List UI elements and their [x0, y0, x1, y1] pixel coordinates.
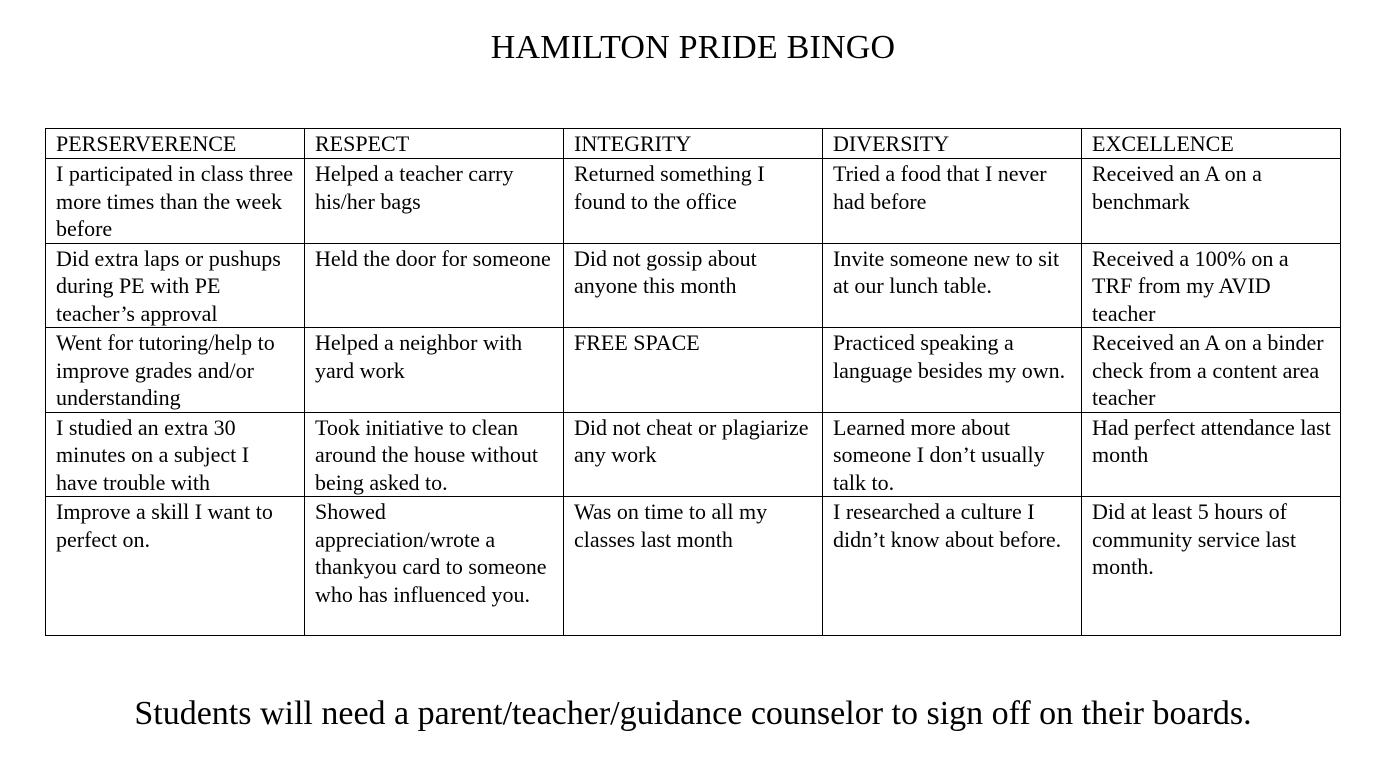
- bingo-cell: Did not gossip about anyone this month: [564, 243, 823, 328]
- bingo-cell: Helped a neighbor with yard work: [305, 328, 564, 413]
- bingo-cell: Practiced speaking a language besides my own.: [823, 328, 1082, 413]
- column-header-integrity: INTEGRITY: [564, 129, 823, 159]
- bingo-row: [46, 497, 1341, 636]
- column-header-perserverence: PERSERVERENCE: [46, 129, 305, 159]
- bingo-cell: Did extra laps or pushups during PE with PE teacher’s approval: [46, 243, 305, 328]
- bingo-board: [45, 128, 1341, 636]
- bingo-cell: Invite someone new to sit at our lunch table.: [823, 243, 1082, 328]
- bingo-row: [46, 328, 1341, 413]
- bingo-cell: Had perfect attendance last month: [1082, 412, 1341, 497]
- bingo-cell: Received an A on a binder check from a content area teacher: [1082, 328, 1341, 413]
- bingo-cell: Went for tutoring/help to improve grades and/or understanding: [46, 328, 305, 413]
- bingo-cell: Tried a food that I never had before: [823, 159, 1082, 244]
- bingo-cell: I studied an extra 30 minutes on a subject I have trouble with: [46, 412, 305, 497]
- bingo-cell: Held the door for someone: [305, 243, 564, 328]
- column-header-diversity: DIVERSITY: [823, 129, 1082, 159]
- bingo-cell: Helped a teacher carry his/her bags: [305, 159, 564, 244]
- sign-off-note: Students will need a parent/teacher/guidance counselor to sign off on their boards.: [134, 695, 1252, 732]
- bingo-row: [46, 159, 1341, 244]
- bingo-cell: Did at least 5 hours of community service last month.: [1082, 497, 1341, 636]
- bingo-row: [46, 243, 1341, 328]
- bingo-row: [46, 412, 1341, 497]
- bingo-cell: Received a 100% on a TRF from my AVID teacher: [1082, 243, 1341, 328]
- column-header-excellence: EXCELLENCE: [1082, 129, 1341, 159]
- bingo-cell: I participated in class three more times than the week before: [46, 159, 305, 244]
- column-header-respect: RESPECT: [305, 129, 564, 159]
- bingo-cell: Did not cheat or plagiarize any work: [564, 412, 823, 497]
- page-title: HAMILTON PRIDE BINGO: [490, 29, 896, 66]
- bingo-cell: Returned something I found to the office: [564, 159, 823, 244]
- bingo-cell: Improve a skill I want to perfect on.: [46, 497, 305, 636]
- header-row: [46, 129, 1341, 159]
- bingo-cell: Was on time to all my classes last month: [564, 497, 823, 636]
- bingo-cell: Took initiative to clean around the house without being asked to.: [305, 412, 564, 497]
- bingo-cell: I researched a culture I didn’t know about before.: [823, 497, 1082, 636]
- bingo-cell: Showed appreciation/wrote a thankyou card to someone who has influenced you.: [305, 497, 564, 636]
- free-space-cell: FREE SPACE: [564, 328, 823, 413]
- bingo-cell: Received an A on a benchmark: [1082, 159, 1341, 244]
- bingo-cell: Learned more about someone I don’t usually talk to.: [823, 412, 1082, 497]
